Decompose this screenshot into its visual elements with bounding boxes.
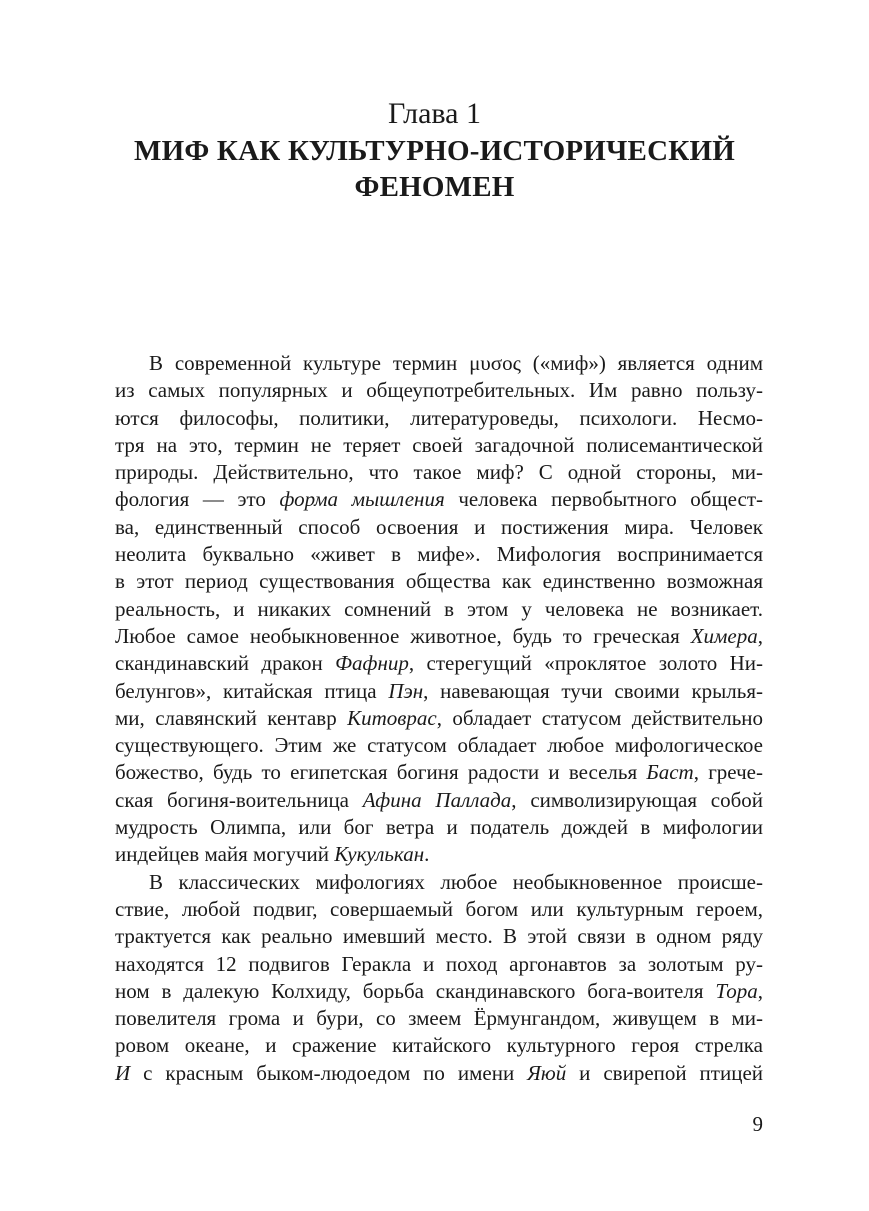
text-line: [115, 650, 763, 677]
text-segment: ская богиня-воительница: [115, 787, 363, 812]
text-segment: ми, славянский кентавр: [115, 705, 348, 730]
text-line: ствие, любой подвиг, совершаемый богом или культурным героем,: [115, 896, 763, 921]
italic-term: Пэн: [388, 678, 424, 703]
italic-term: Химера: [690, 623, 758, 648]
text-line: [115, 623, 763, 650]
text-line: [115, 759, 763, 786]
text-line: ровом океане, и сражение китайского культурного героя стрелка: [115, 1033, 763, 1058]
text-line: тря на это, термин не теряет своей загадочной полисемантической: [115, 432, 763, 457]
text-line: В современной культуре термин μυσος («миф») является одним: [149, 351, 763, 375]
italic-term: Фафнир: [335, 651, 409, 676]
text-line: из самых популярных и общеупотребительных. Им равно пользу-: [115, 378, 763, 403]
text-line: повелителя грома и бури, со змеем Ёрмунгандом, живущем в ми-: [115, 1006, 763, 1031]
paragraph: [115, 869, 763, 1087]
text-line: мудрость Олимпа, или бог ветра и податель дождей в мифологии: [115, 815, 763, 840]
text-line: ются философы, политики, литературоведы, психологи. Несмо-: [115, 405, 763, 430]
text-line: [115, 705, 763, 732]
text-segment: человека первобытного общест-: [444, 487, 763, 512]
text-line: В классических мифологиях любое необыкновенное происше-: [149, 869, 763, 894]
text-line: [115, 1060, 763, 1087]
text-segment: ,: [757, 623, 763, 648]
text-line: реальность, и никаких сомнений в этом у человека не возникает.: [115, 596, 763, 621]
italic-term: Кукулькан: [334, 842, 425, 867]
text-segment: белунгов», китайская птица: [115, 678, 389, 703]
chapter-label: Глава 1: [388, 97, 481, 130]
italic-term: Яюй: [527, 1060, 567, 1085]
chapter-title-line: МИФ КАК КУЛЬТУРНО-ИСТОРИЧЕСКИЙ: [134, 135, 735, 167]
text-line: [115, 978, 763, 1005]
italic-term: Китоврас: [347, 705, 437, 730]
text-segment: , навевающая тучи своими крылья-: [423, 678, 763, 703]
text-line: [115, 841, 763, 868]
text-segment: скандинавский дракон: [115, 651, 336, 676]
body-text: [115, 350, 763, 1087]
text-line: [115, 486, 763, 513]
text-segment: , стерегущий «проклятое золото Ни-: [408, 651, 763, 676]
italic-term: И: [115, 1060, 131, 1085]
text-segment: ,: [757, 978, 763, 1003]
italic-term: Тора: [715, 978, 758, 1003]
text-segment: Любое самое необыкновенное животное, будь то греческая: [115, 623, 691, 648]
text-line: [115, 678, 763, 705]
text-line: неолита буквально «живет в мифе». Мифология воспринимается: [115, 542, 763, 567]
text-line: природы. Действительно, что такое миф? С одной стороны, ми-: [115, 460, 763, 485]
text-line: трактуется как реально имевший место. В этой связи в одном ряду: [115, 924, 763, 949]
text-segment: фология — это: [115, 487, 280, 512]
text-segment: , грече-: [693, 760, 763, 785]
text-segment: божество, будь то египетская богиня радости и веселья: [115, 760, 647, 785]
text-line: в этот период существования общества как единственно возможная: [115, 569, 763, 594]
chapter-title-line: ФЕНОМЕН: [354, 171, 515, 203]
text-segment: и свирепой птицей: [566, 1060, 763, 1085]
text-line: ва, единственный способ освоения и постижения мира. Человек: [115, 514, 763, 539]
text-segment: ном в далекую Колхиду, борьба скандинавского бога-воителя: [115, 978, 716, 1003]
text-segment: , обладает статусом действительно: [436, 705, 764, 730]
text-segment: .: [424, 842, 430, 867]
text-segment: с красным быком-людоедом по имени: [130, 1060, 528, 1085]
text-segment: , символизирующая собой: [511, 787, 764, 812]
text-line: [115, 787, 763, 814]
text-segment: индейцев майя могучий: [115, 842, 335, 867]
italic-term: форма мышления: [279, 487, 445, 512]
italic-term: Афина Паллада: [362, 787, 512, 812]
chapter-title: [0, 133, 869, 205]
page-number: 9: [752, 1112, 763, 1136]
text-line: существующего. Этим же статусом обладает любое мифологическое: [115, 733, 763, 758]
paragraph: [115, 350, 763, 869]
italic-term: Баст: [646, 760, 694, 785]
text-line: находятся 12 подвигов Геракла и поход аргонавтов за золотым ру-: [115, 951, 763, 976]
